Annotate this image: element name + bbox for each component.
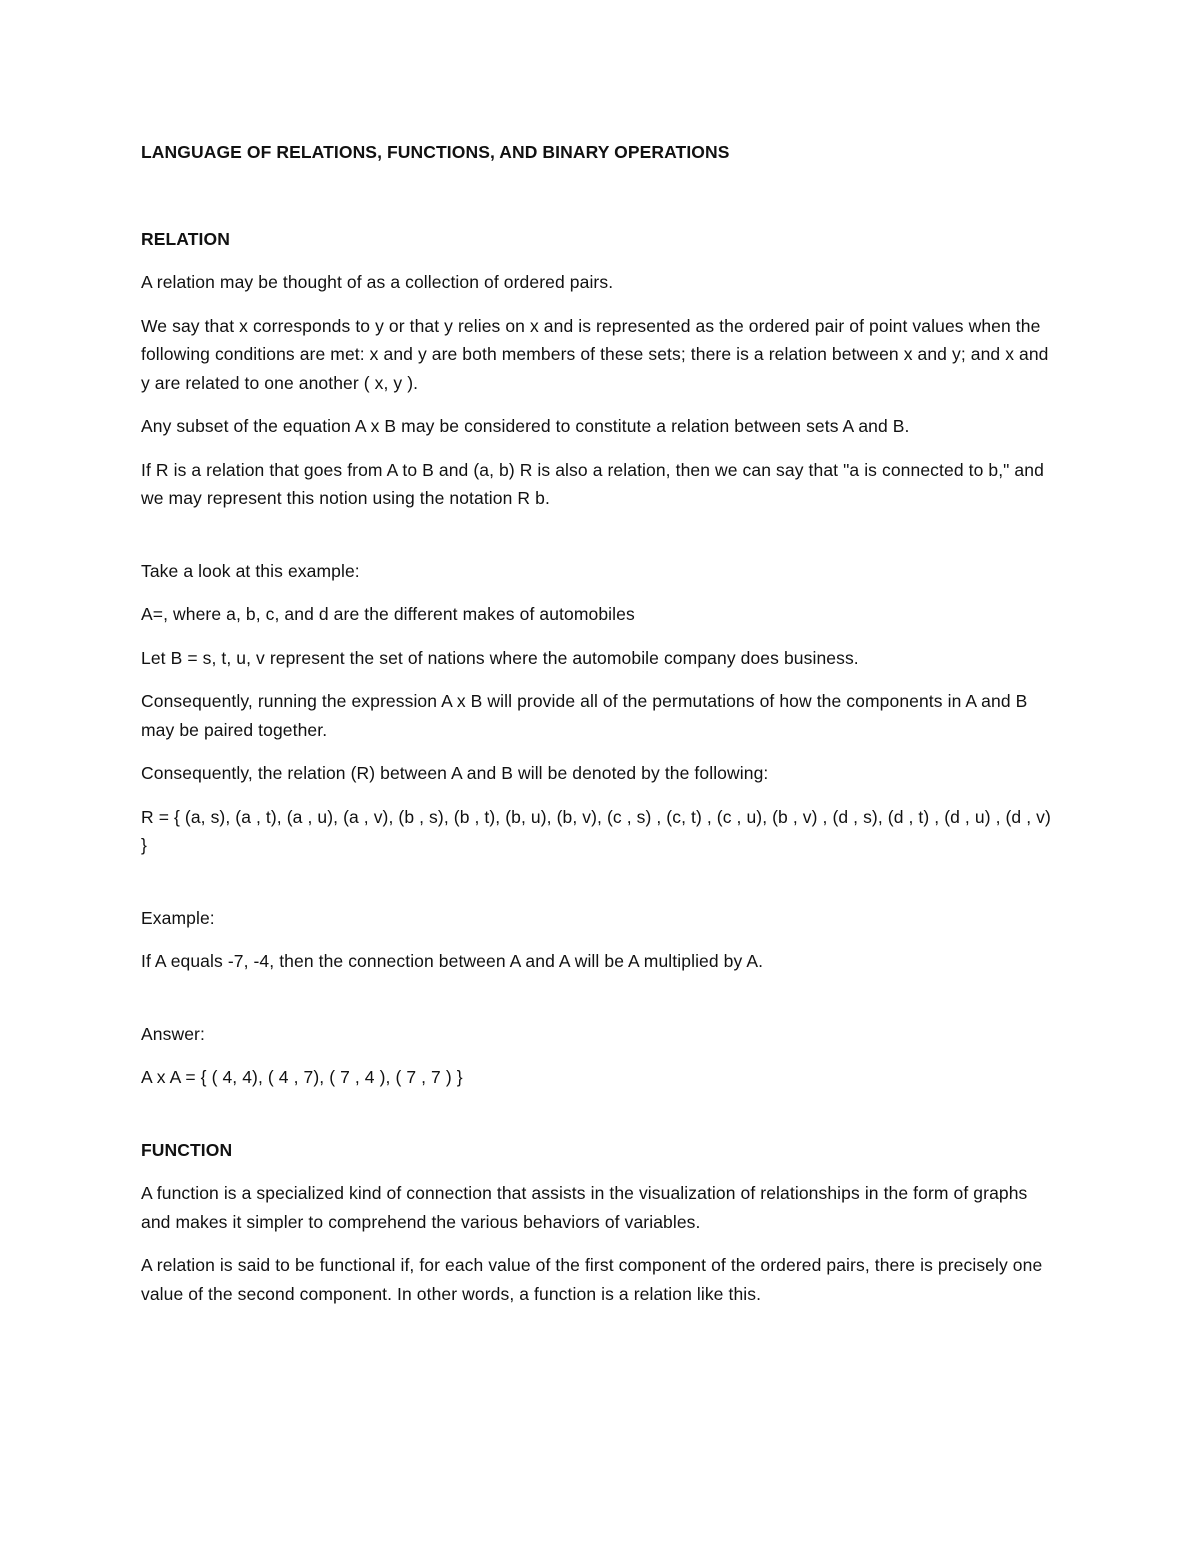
relation-paragraph-6: Let B = s, t, u, v represent the set of nations where the automobile company does business. [141, 647, 859, 668]
function-paragraph-1: A function is a specialized kind of connection that assists in the visualization of relationships in the form of graphs and makes it simpler to comprehend the various behaviors of variables. [141, 1183, 1028, 1232]
answer-set: A x A = { ( 4, 4), ( 4 , 7), ( 7 , 4 ), ( 7 , 7 ) } [141, 1067, 463, 1087]
document-title: LANGUAGE OF RELATIONS, FUNCTIONS, AND BINARY OPERATIONS [141, 142, 730, 162]
relation-paragraph-8: Consequently, the relation (R) between A and B will be denoted by the following: [141, 763, 769, 783]
document-page [141, 138, 1061, 1323]
relation-paragraph-3: Any subset of the equation A x B may be considered to constitute a relation between sets A and B. [141, 416, 910, 436]
relation-paragraph-7: Consequently, running the expression A x B will provide all of the permutations of how the components in A and B may be paired together. [141, 691, 1028, 740]
section-heading-function: FUNCTION [141, 1139, 233, 1160]
example-intro: Take a look at this example: [141, 560, 360, 581]
relation-paragraph-4: If R is a relation that goes from A to B and (a, b) R is also a relation, then we can say that "a is connected to b," and we may represent this notion using the notation R b. [141, 459, 1044, 508]
answer-label: Answer: [141, 1023, 205, 1044]
relation-paragraph-5: A=, where a, b, c, and d are the different makes of automobiles [141, 604, 635, 624]
example-statement: If A equals -7, -4, then the connection between A and A will be A multiplied by A. [141, 951, 764, 971]
section-heading-relation: RELATION [141, 228, 230, 249]
function-paragraph-2: A relation is said to be functional if, for each value of the first component of the ordered pairs, there is precisely one value of the second component. In other words, a function is a relation like this. [141, 1255, 1043, 1304]
relation-paragraph-1: A relation may be thought of as a collection of ordered pairs. [141, 272, 614, 292]
example-label: Example: [141, 907, 215, 928]
relation-set-r: R = { (a, s), (a , t), (a , u), (a , v), (b , s), (b , t), (b, u), (b, v), (c , s) , (c, t) , (c , u), (b , v) , (d , s), (d , t) , (d , u) , (d , v) } [141, 806, 1051, 855]
relation-paragraph-2: We say that x corresponds to y or that y relies on x and is represented as the ordered pair of point values when the following conditions are met: x and y are both members of these sets; there is a relation between x and y; and x and y are related to one another ( x, y ). [141, 315, 1049, 393]
